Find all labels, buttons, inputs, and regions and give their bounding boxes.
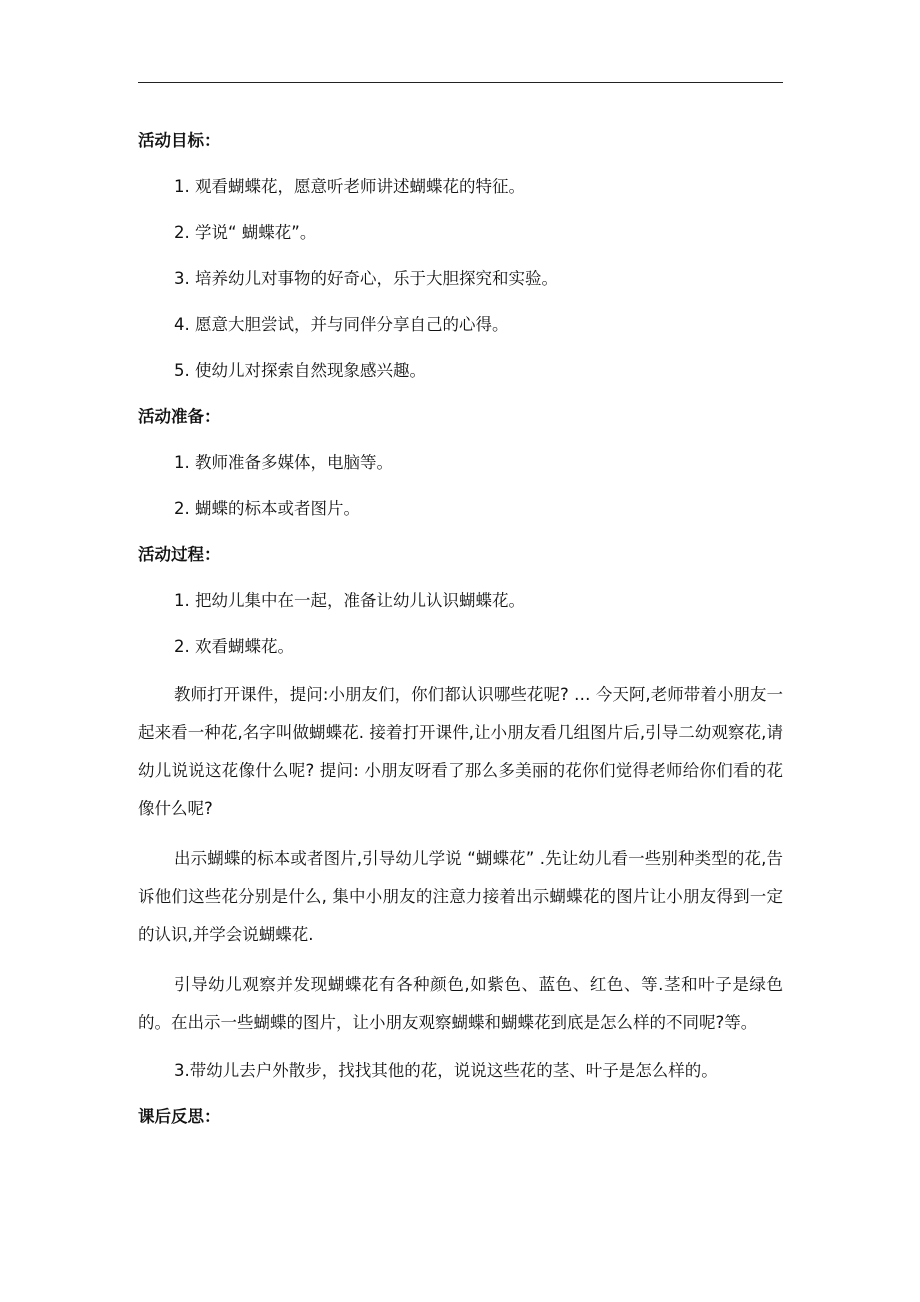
preparation-heading: 活动准备：: [138, 407, 221, 426]
reflection-heading: 课后反思：: [138, 1107, 221, 1126]
goal-item-3: 3. 培养幼儿对事物的好奇心，乐于大胆探究和实验。: [174, 269, 558, 288]
goal-item-1: 1. 观看蝴蝶花，愿意听老师讲述蝴蝶花的特征。: [174, 177, 525, 196]
document-body: [138, 124, 783, 1146]
preparation-item-1: 1. 教师准备多媒体，电脑等。: [174, 453, 393, 472]
process-paragraph-3: 引导幼儿观察并发现蝴蝶花有各种颜色,如紫色、蓝色、红色、等.茎和叶子是绿色的。在出示一些蝴蝶的图片，让小朋友观察蝴蝶和蝴蝶花到底是怎么样的不同呢?等。: [138, 975, 783, 1032]
process-item-2: 2. 欢看蝴蝶花。: [174, 637, 294, 656]
process-item-1: 1. 把幼儿集中在一起，准备让幼儿认识蝴蝶花。: [174, 591, 525, 610]
preparation-item-2: 2. 蝴蝶的标本或者图片。: [174, 499, 360, 518]
goal-item-5: 5. 使幼儿对探索自然现象感兴趣。: [174, 361, 426, 380]
process-paragraph-2: 出示蝴蝶的标本或者图片,引导幼儿学说 “蝴蝶花” .先让幼儿看一些别种类型的花,告诉他们这些花分别是什么, 集中小朋友的注意力接着出示蝴蝶花的图片让小朋友得到一定的认识,并学会说蝴蝶花.: [138, 849, 783, 944]
process-heading: 活动过程：: [138, 545, 221, 564]
goal-item-4: 4. 愿意大胆尝试，并与同伴分享自己的心得。: [174, 315, 509, 334]
process-paragraph-1: 教师打开课件，提问:小朋友们，你们都认识哪些花呢? … 今天阿,老师带着小朋友一起来看一种花,名字叫做蝴蝶花. 接着打开课件,让小朋友看几组图片后,引导二幼观察花,请幼儿说说这花像什么呢? 提问: 小朋友呀看了那么多美丽的花你们觉得老师给你们看的花像什么呢?: [138, 685, 783, 818]
header-rule: [138, 82, 783, 83]
goals-heading: 活动目标：: [138, 131, 221, 150]
goal-item-2: 2. 学说“ 蝴蝶花”。: [174, 223, 317, 242]
process-step-3: 3.带幼儿去户外散步，找找其他的花，说说这些花的茎、叶子是怎么样的。: [174, 1061, 718, 1080]
